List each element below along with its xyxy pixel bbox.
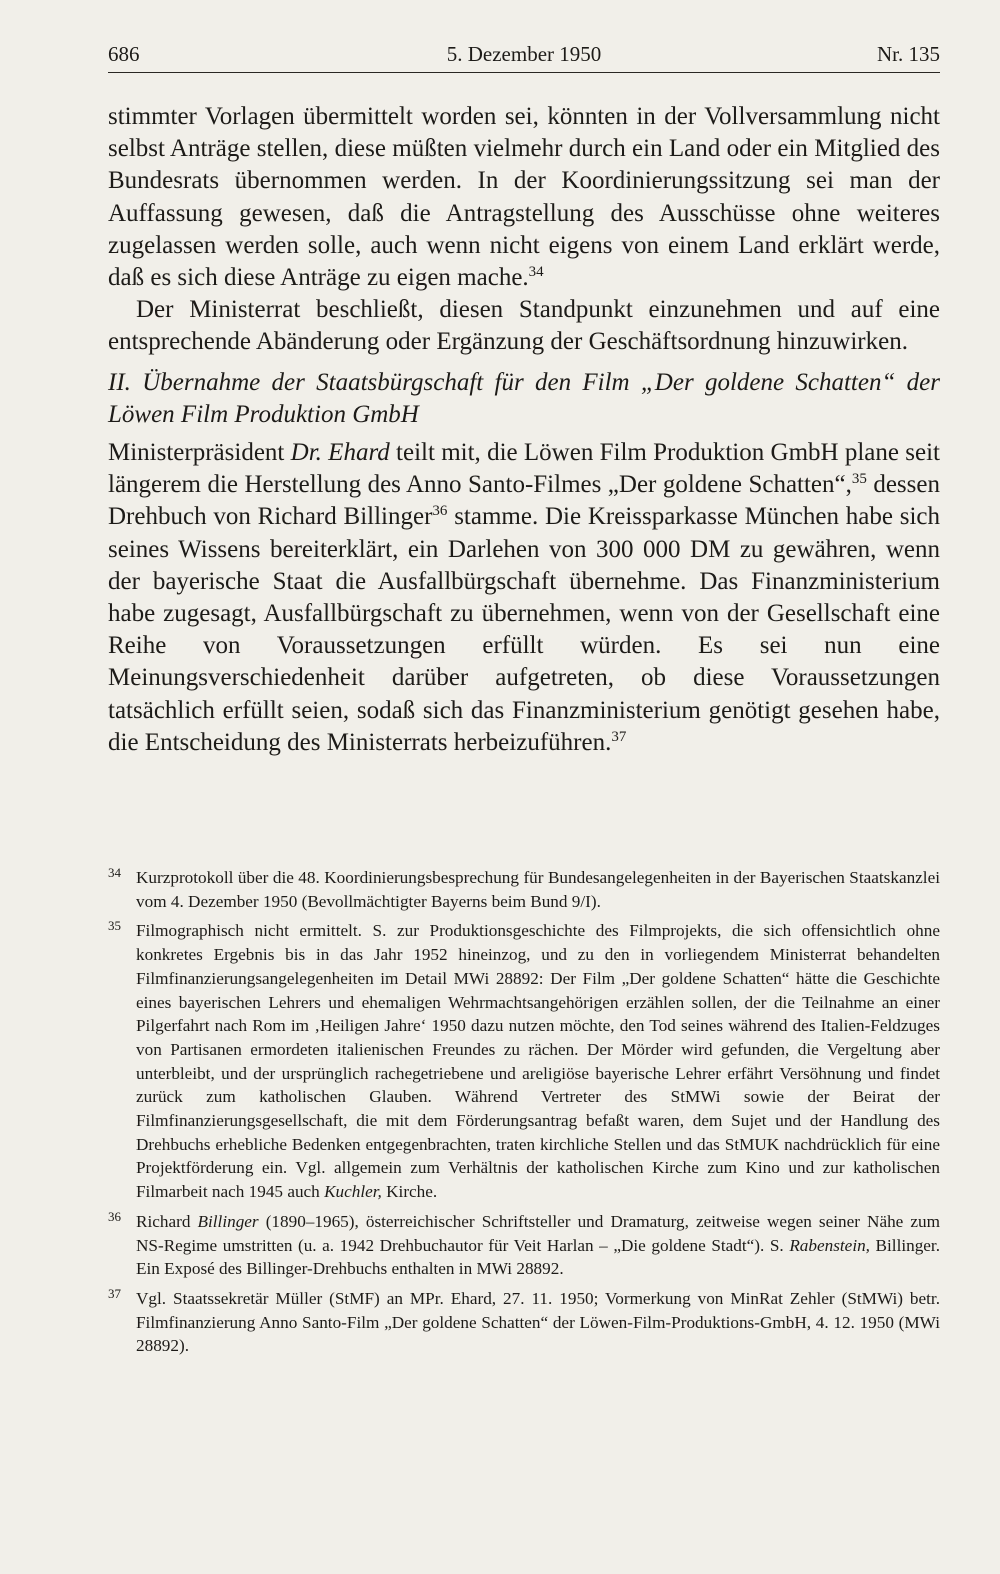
footnote-ref-37[interactable]: 37 (611, 728, 627, 745)
running-header (108, 40, 940, 73)
page-number: 686 (108, 42, 140, 66)
issue-number: Nr. 135 (877, 42, 940, 66)
main-text (108, 101, 940, 759)
footnote-ref-34[interactable]: 34 (528, 264, 544, 281)
footnote-number: 34 (108, 865, 121, 880)
footnote-37: 37 Vgl. Staatssekretär Müller (StMF) an MPr. Ehard, 27. 11. 1950; Vormerkung von MinRat Zehler (StMWi) betr. Filmfinanzierung Anno Santo-Film „Der goldene Schatten“ der Löwen-Film-Produktions-GmbH, 4. 12. 1950 (MWi 28892). (108, 1285, 940, 1356)
footnote-number: 36 (108, 1208, 121, 1224)
header-date: 5. Dezember 1950 (446, 42, 602, 66)
person-name: Billinger (197, 1211, 259, 1231)
footnote-ref-36[interactable]: 36 (432, 503, 448, 520)
footnote-36: 36 Richard Billinger (1890–1965), österreichischer Schriftsteller und Dramaturg, zeitweise wegen seiner Nähe zum NS-Regime umstritten (u. a. 1942 Drehbuchautor für Veit Harlan – „Die goldene Stadt“). S. Rabenstein, Billinger. Ein Exposé des Billinger-Drehbuchs enthalten in MWi 28892. (108, 1208, 941, 1279)
paragraph-ehard: Ministerpräsident Dr. Ehard teilt mit, die Löwen Film Produktion GmbH plane seit längerem die Herstellung des Anno Santo-Filmes „Der goldene Schatten“,$^{35}$ dessen Drehbuch von Richard Billinger$^{36}$ stamme. Die Kreissparkasse München habe sich seines Wissens bereiterklärt, ein Darlehen von 300 000 DM zu gewähren, wenn der bayerische Staat die Ausfallbürgschaft übernehme. Das Finanzministerium habe zugesagt, Ausfallbürgschaft zu übernehmen, wenn von der Gesellschaft eine Reihe von Voraussetzungen erfüllt würden. Es sei nun eine Meinungsverschiedenheit darüber aufgetreten, ob diese Voraussetzungen tatsächlich erfüllt seien, sodaß sich das Finanzministerium genötigt gesehen habe, die Entscheidung des Ministerrats herbeizuführen.$^{37}$ (108, 439, 940, 756)
footnotes (108, 866, 940, 1364)
footnote-35: 35 Filmographisch nicht ermittelt. S. zur Produktionsgeschichte des Filmprojekts, die sich offensichtlich ohne konkretes Ergebnis bis in das Jahr 1952 hineinzog, und zu den in vorliegendem Ministerrat behandelten Filmfinanzierungsangelegenheiten im Detail MWi 28892: Der Film „Der goldene Schatten“ hätte die Geschichte eines bayerischen Lehrers und ehemaligen Wehrmachtsangehörigen erzählen sollen, der die Teilnahme an einer Pilgerfahrt nach Rom im ‚Heiligen Jahre‘ 1950 dazu nutzen möchte, den Tod seines während des Italien-Feldzuges von Partisanen ermordeten italienischen Freundes zu rächen. Der Mörder wird gefunden, die Vergeltung aber unterbleibt, und der ursprünglich rachegetriebene und areligiöse bayerische Lehrer erfährt Versöhnung und findet zurück zum katholischen Glauben. Während Vertreter des StMWi sowie der Beirat der Filmfinanzierungsgesellschaft, die mit dem Förderungsantrag befaßt waren, dem Sujet und der Handlung des Drehbuchs erhebliche Bedenken entgegenbrachten, traten kirchliche Stellen und das StMUK nachdrücklich für eine Projektförderung ein. Vgl. allgemein zum Verhältnis der katholischen Kirche zum Kino und zur katholischen Filmarbeit nach 1945 auch Kuchler, Kirche. (108, 918, 940, 1202)
person-name: Dr. Ehard (290, 439, 390, 467)
paragraph-decision: Der Ministerrat beschließt, diesen Standpunkt einzunehmen und auf eine entsprechende Abänderung oder Ergänzung der Geschäftsordnung hinzuwirken. (108, 296, 940, 356)
section-heading: II. Übernahme der Staatsbürgschaft für den Film „Der goldene Schatten“ der Löwen Film Produktion GmbH (108, 368, 940, 428)
cited-author: Kuchler, (324, 1182, 382, 1202)
footnote-number: 37 (108, 1285, 121, 1301)
footnote-ref-35[interactable]: 35 (851, 471, 867, 488)
paragraph-continued: stimmter Vorlagen übermittelt worden sei, könnten in der Vollversammlung nicht selbst Anträge stellen, diese müßten vielmehr durch ein Land oder ein Mitglied des Bundesrats übernommen werden. In der Koordinierungssitzung sei man der Auffassung gewesen, daß die Antragstellung des Ausschüsse ohne weiteres zugelassen werden solle, auch wenn nicht eigens von einem Land erklärt werde, daß es sich diese Anträge zu eigen mache.$^{34}$ (108, 103, 940, 292)
cited-author: Rabenstein, (789, 1235, 870, 1255)
footnote-number: 35 (108, 918, 121, 934)
footnote-34: 34 Kurzprotokoll über die 48. Koordinierungsbesprechung für Bundesangelegenheiten in der Bayerischen Staatskanzlei vom 4. Dezember 1950 (Bevollmächtigter Bayerns beim Bund 9/I). (108, 865, 940, 911)
